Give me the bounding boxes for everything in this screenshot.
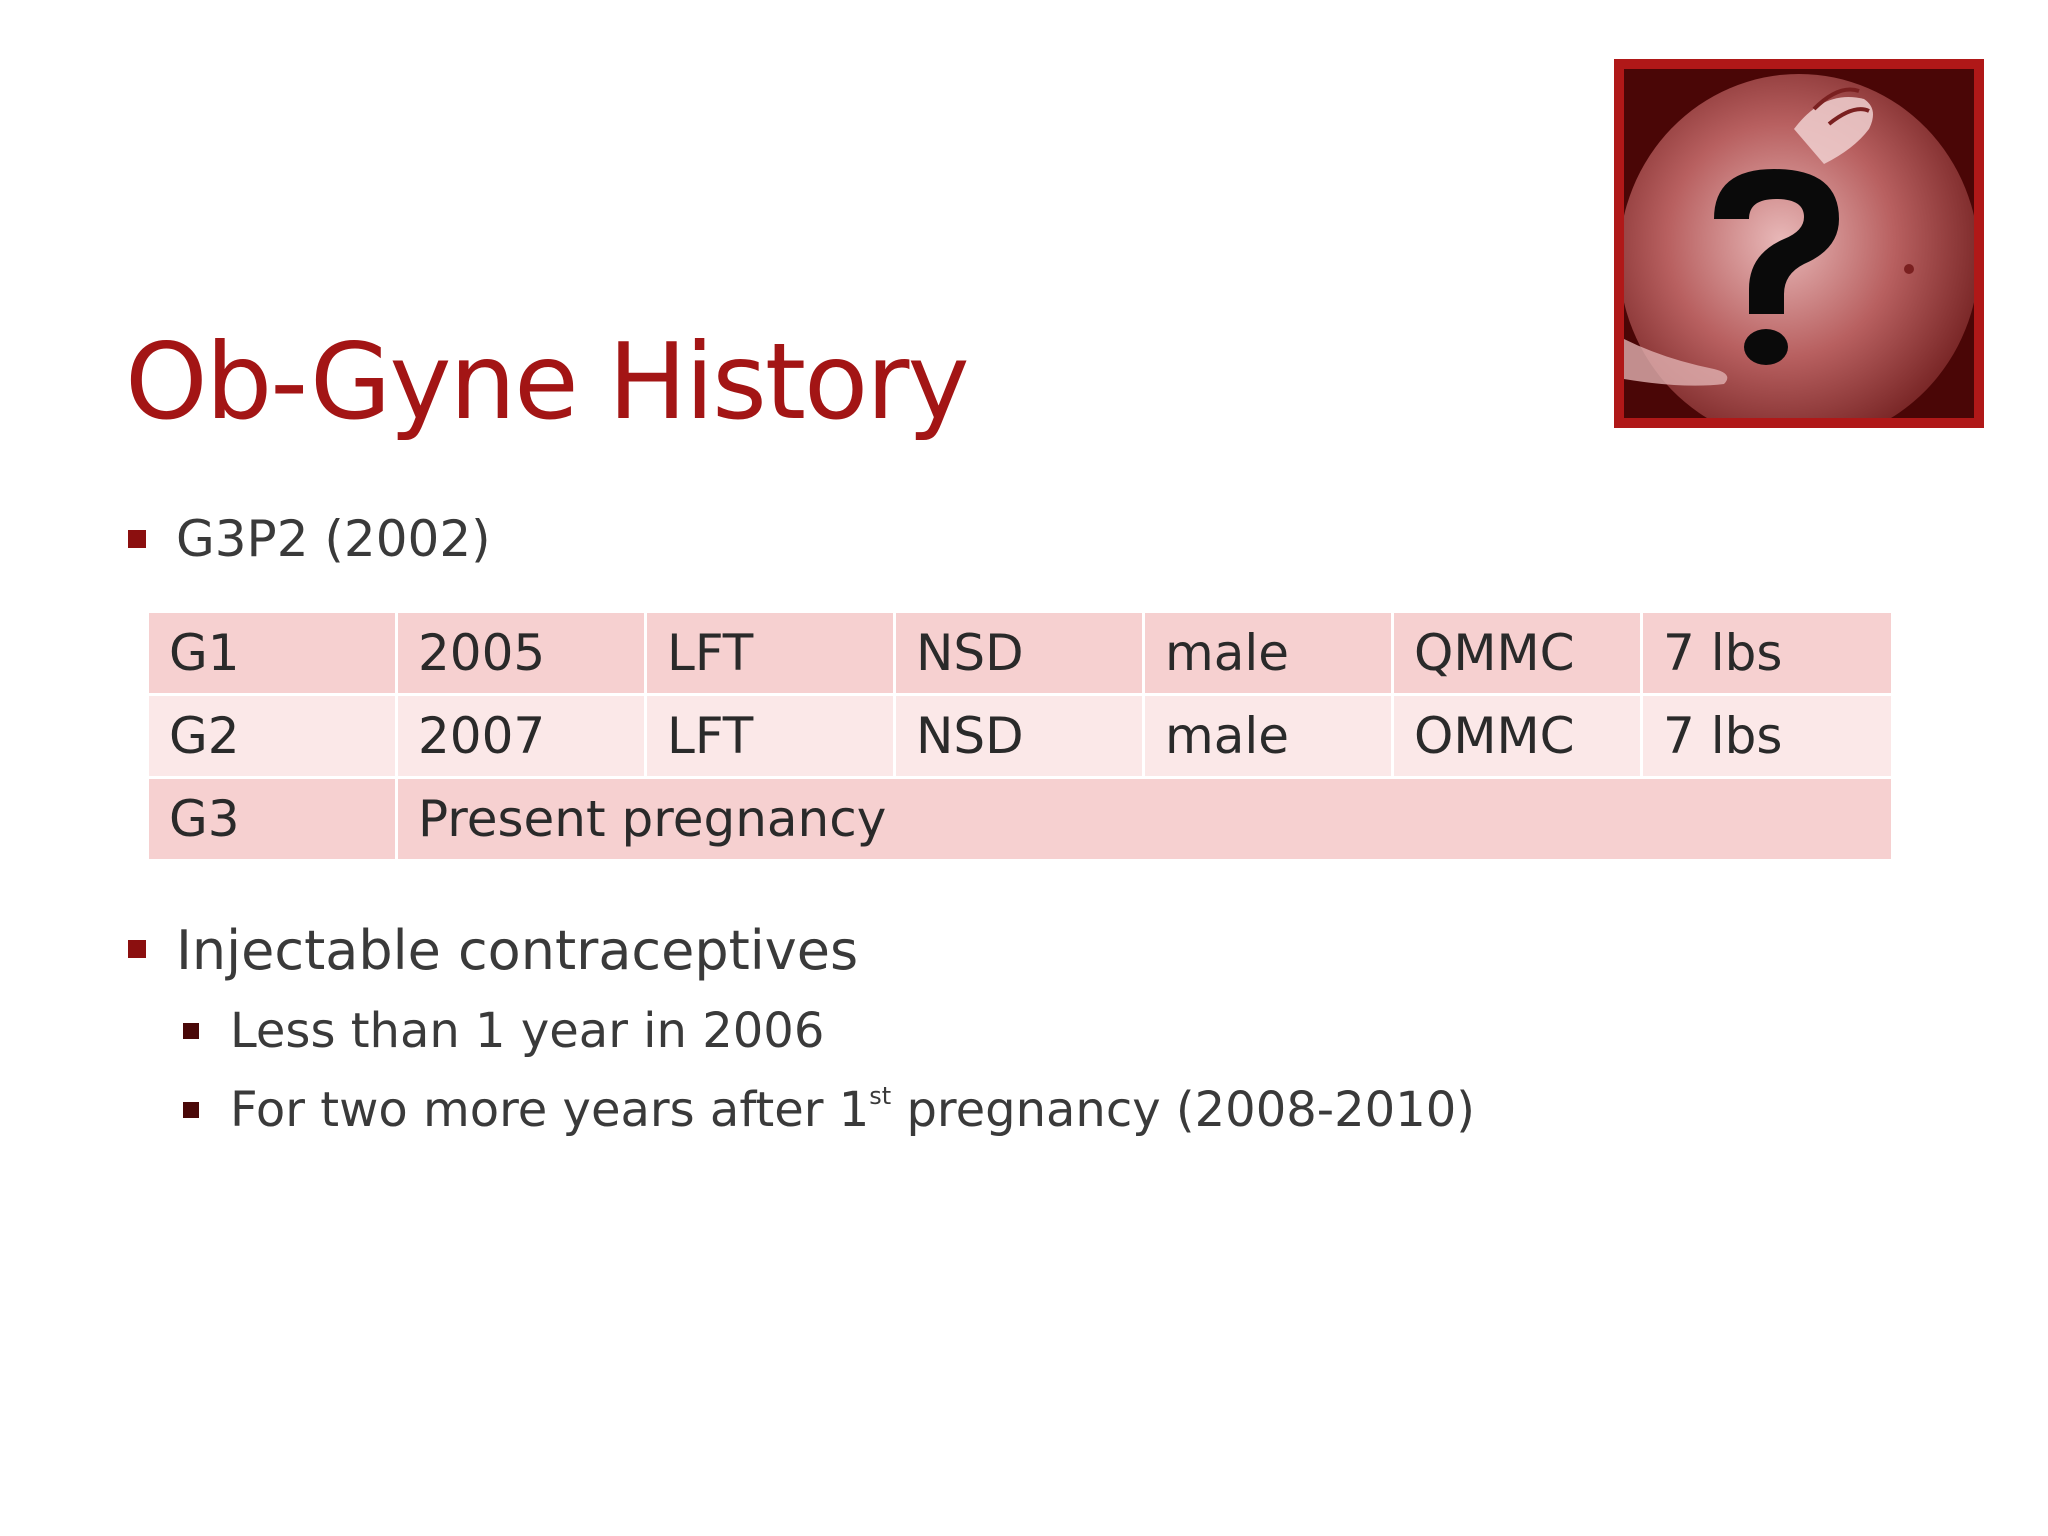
pregnancy-photo xyxy=(1614,59,1984,428)
question-mark-icon xyxy=(1624,69,1974,418)
table-cell: G1 xyxy=(148,612,397,695)
table-cell: LFT xyxy=(646,612,895,695)
table-cell: 7 lbs xyxy=(1642,695,1893,778)
table-cell: G3 xyxy=(148,778,397,861)
bullet-marker xyxy=(128,940,146,958)
table-cell: LFT xyxy=(646,695,895,778)
sub-bullet-text: Less than 1 year in 2006 xyxy=(230,1003,825,1059)
superscript: st xyxy=(869,1082,892,1110)
text-part: pregnancy (2008-2010) xyxy=(891,1082,1475,1138)
bullet-text: Injectable contraceptives xyxy=(176,919,859,982)
table-cell: QMMC xyxy=(1393,612,1642,695)
table-cell: NSD xyxy=(895,612,1144,695)
table-cell: NSD xyxy=(895,695,1144,778)
bullet-text: G3P2 (2002) xyxy=(176,510,491,568)
text-part: For two more years after 1 xyxy=(230,1082,870,1138)
table-cell: 7 lbs xyxy=(1642,612,1893,695)
table-row xyxy=(148,778,1893,861)
table-cell: OMMC xyxy=(1393,695,1642,778)
sub-bullet-text xyxy=(230,1082,1475,1138)
table-cell: male xyxy=(1144,612,1393,695)
table-cell: G2 xyxy=(148,695,397,778)
bullet-marker xyxy=(183,1102,199,1118)
table-cell: Present pregnancy xyxy=(397,778,1893,861)
bullet-marker xyxy=(183,1023,199,1039)
table-cell: 2007 xyxy=(397,695,646,778)
table-cell: male xyxy=(1144,695,1393,778)
slide-title: Ob-Gyne History xyxy=(125,321,968,443)
pregnancy-history-table xyxy=(146,610,1894,862)
table-row xyxy=(148,695,1893,778)
table-cell: 2005 xyxy=(397,612,646,695)
table-row xyxy=(148,612,1893,695)
bullet-marker xyxy=(128,530,146,548)
